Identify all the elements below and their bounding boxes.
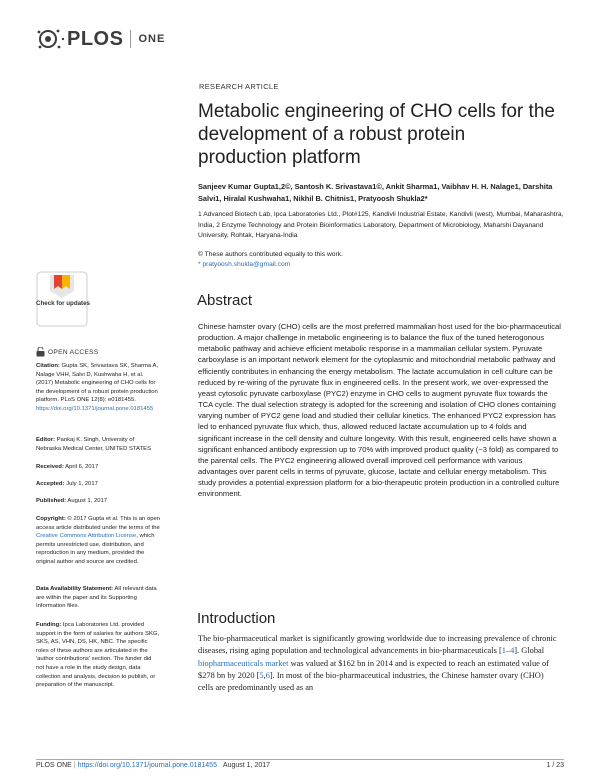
abstract-heading: Abstract bbox=[197, 292, 253, 309]
cc-license-link[interactable]: Creative Commons Attribution License bbox=[36, 533, 137, 540]
article-type: RESEARCH ARTICLE bbox=[199, 82, 279, 91]
author-notes bbox=[198, 250, 568, 270]
editor-label: Editor: bbox=[36, 437, 55, 443]
article-title: Metabolic engineering of CHO cells for the development of a robust protein production platform bbox=[198, 101, 555, 168]
abstract-text: Chinese hamster ovary (CHO) cells are the most preferred mammalian host used for the bio-pharmaceutical production. A major challenge in metabolic engineering is to balance the flux of the tuned heterogonous metabolic pathway and achieve efficient metabolic response in a mammalian cellular system. Pyruvate carboxylase is an important network element for the cytoplasmic and mitochondrial metabolic pathway and efficiently contributes in enhancing the energy metabolism. The lactate accumulation in cell culture can be reduced by re-wiring of the pyruvate flux in engineered cells. In the present work, we over-expressed the yeast cytosolic pyruvate carboxylase (PYC2) enzyme in CHO cells to augment pyruvate flux towards the TCA cycle. The dual selection strategy is adopted for the screening and isolation of CHO clones containing varying number of PYC2 gene load and studied their cellular kinetics. The enhanced PYC2 expression has led to enhanced pyruvate flux which, thus, allowed reduced lactate accumulation up to 4 folds and significant increase in the cell density and culture longevity. With this result, engineered cells have shown a significant enhanced antibody expression up to 70% with improved product quality (~3 fold) as compared to the parental cells. The PYC2 engineering allowed overall improved cell performance with various advantages over parent cells in terms of pyruvate, glucose, lactate and cellular energy metabolism. This study provides a potential expression platform for a bio-therapeutic protein production in a controlled culture environment. bbox=[198, 322, 561, 499]
citation-link[interactable]: 1 bbox=[501, 646, 506, 656]
footer-doi-link[interactable]: https://doi.org/10.1371/journal.pone.0181455 bbox=[77, 762, 217, 769]
equal-contribution-note: © These authors contributed equally to this work. bbox=[198, 251, 343, 258]
citation-doi-link[interactable]: https://doi.org/10.1371/journal.pone.0181455 bbox=[36, 405, 154, 412]
page-number: 1 / 23 bbox=[546, 762, 564, 769]
logo-divider bbox=[130, 30, 131, 48]
received-label: Received: bbox=[36, 464, 64, 470]
check-for-updates-label[interactable]: Check for updates bbox=[36, 300, 90, 307]
citation-link[interactable]: 5 bbox=[259, 670, 264, 680]
citation-link[interactable]: 6 bbox=[265, 670, 270, 680]
check-for-updates-icon[interactable] bbox=[36, 271, 88, 327]
footer-journal: PLOS ONE bbox=[36, 762, 72, 769]
plos-logo-icon bbox=[37, 28, 67, 50]
accepted-date: July 1, 2017 bbox=[66, 481, 98, 487]
logo-plos-text: PLOS bbox=[67, 27, 124, 50]
accepted-label: Accepted: bbox=[36, 481, 65, 487]
footer-divider bbox=[36, 759, 564, 760]
published-label: Published: bbox=[36, 498, 67, 504]
open-lock-icon bbox=[36, 347, 45, 357]
corresponding-email-link[interactable]: * pratyoosh.shukla@gmail.com bbox=[198, 261, 291, 268]
affiliations: 1 Advanced Biotech Lab, Ipca Laboratories Ltd., Plot#125, Kandivli Industrial Estate, Kandivli (west), Mumbai, Maharashtra, India, 2 Enzyme Technology and Protein Bioinformatics Laboratory, Department of Microbiology, Maharshi Dayanand University, Rohtak, Haryana-India bbox=[198, 211, 564, 239]
introduction-text: The bio-pharmaceutical market is significantly growing worldwide due to increasing prevalence of chronic diseases, rising aging population and technological advancements in bio-pharmaceuticals [1–4]. Global biopharmaceuticals market was valued at $162 bn in 2014 and is expected to reach an estimated value of $278 bn by 2020 [5,6]. In most of the bio-pharmaceutical industries, the Chinese hamster ovary (CHO) cells are predominantly used as an bbox=[198, 634, 557, 693]
citation-label: Citation: bbox=[36, 363, 60, 369]
author-list: Sanjeev Kumar Gupta1,2©, Santosh K. Srivastava1©, Ankit Sharma1, Vaibhav H. H. Nalage1, Darshita Salvi1, Hiralal Kushwaha1, Nikhil B. Chitnis1, Pratyoosh Shukla2* bbox=[198, 182, 553, 203]
open-access-badge bbox=[36, 347, 99, 357]
funding-block bbox=[36, 621, 161, 690]
funding-text: Ipca Laboratories Ltd. provided support in the form of salaries for authors SKG, SKS, AS, VHN, DS, HK, NBC. The specific roles of these authors are articulated in the 'author contributions' section. The funder did not have a role in the study design, data collection and analysis, decision to publish, or preparation of the manuscript. bbox=[36, 622, 160, 689]
published-block bbox=[36, 497, 161, 506]
editor-text: Pankaj K. Singh, University of Nebraska Medical Center, UNITED STATES bbox=[36, 437, 152, 452]
journal-logo bbox=[37, 24, 165, 54]
citation-link[interactable]: 4 bbox=[510, 646, 515, 656]
funding-label: Funding: bbox=[36, 622, 62, 628]
citation-text: Gupta SK, Srivastava SK, Sharma A, Nalage VHH, Salvi D, Kushwaha H, et al. (2017) Metabolic engineering of CHO cells for the development of a robust protein production platform. PLoS ONE 12(8): e0181455. bbox=[36, 363, 159, 404]
published-date: August 1, 2017 bbox=[67, 498, 108, 504]
accepted-block bbox=[36, 480, 161, 489]
logo-one-text: ONE bbox=[138, 33, 166, 45]
footer-date: August 1, 2017 bbox=[222, 762, 271, 769]
received-date: April 6, 2017 bbox=[65, 464, 99, 470]
introduction-heading: Introduction bbox=[197, 610, 276, 627]
data-availability-text: All relevant data are within the paper and its Supporting Information files. bbox=[36, 586, 157, 610]
data-availability-label: Data Availability Statement: bbox=[36, 586, 114, 592]
received-block bbox=[36, 463, 161, 472]
data-availability-block bbox=[36, 585, 161, 611]
open-access-label: OPEN ACCESS bbox=[48, 348, 99, 356]
copyright-label: Copyright: bbox=[36, 516, 66, 522]
biopharma-market-link[interactable]: biopharmaceuticals market bbox=[198, 658, 289, 668]
footer: PLOS ONE | https://doi.org/10.1371/journal.pone.0181455 August 1, 2017 bbox=[36, 762, 271, 769]
editor-block bbox=[36, 436, 161, 453]
citation-block bbox=[36, 362, 161, 414]
copyright-block: Copyright: © 2017 Gupta et al. This is an open access article distributed under the terms of the Creative Commons Attribution License, which permits unrestricted use, distribution, and reproduction in any medium, provided the original author and source are credited. bbox=[36, 516, 161, 565]
